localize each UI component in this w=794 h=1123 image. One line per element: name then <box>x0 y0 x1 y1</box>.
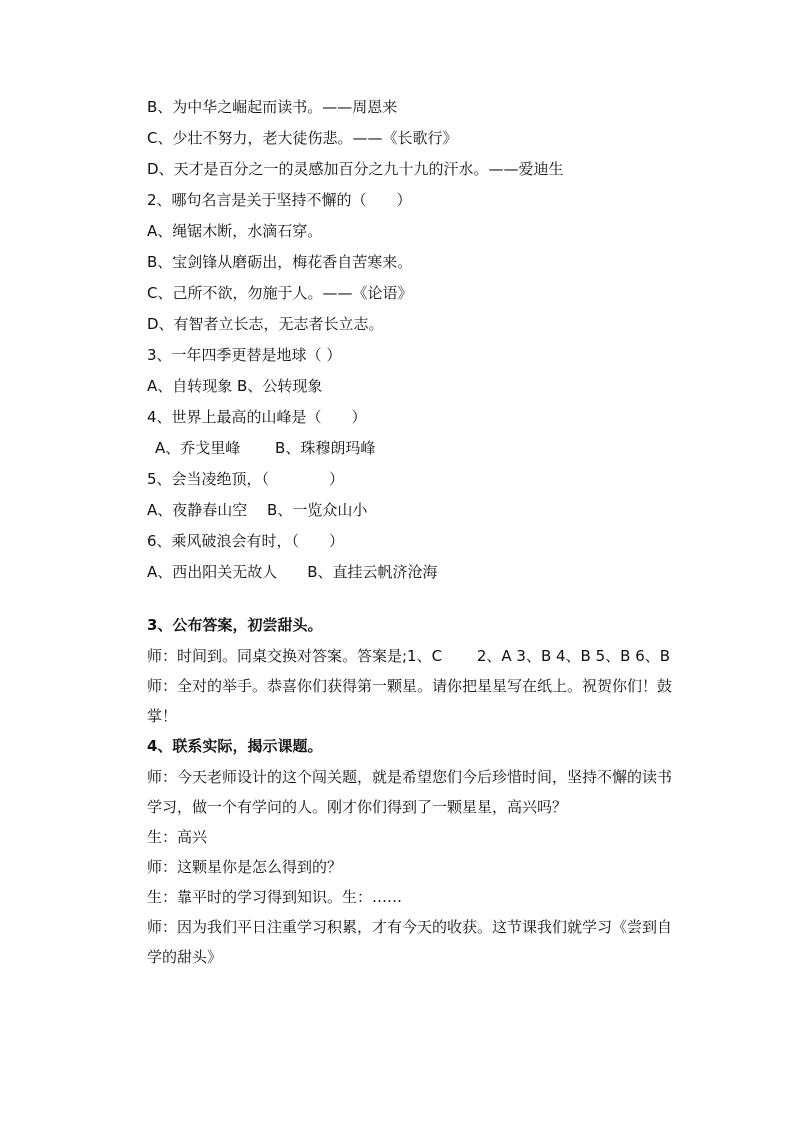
option-line: A、西出阳关无故人 B、直挂云帆济沧海 <box>147 563 438 581</box>
option-line: C、己所不欲，勿施于人。——《论语》 <box>147 284 413 302</box>
paragraph: 师：时间到。同桌交换对答案。答案是;1、C 2、A 3、B 4、B 5、B 6、B <box>147 647 671 665</box>
option-line: C、少壮不努力，老大徒伤悲。——《长歌行》 <box>147 129 458 147</box>
paragraph: 生：高兴 <box>147 828 208 846</box>
section-spacer <box>147 588 682 610</box>
option-line: D、有智者立长志，无志者长立志。 <box>147 315 384 333</box>
question-line: 2、哪句名言是关于坚持不懈的（ ） <box>147 191 412 209</box>
paragraph: 生：靠平时的学习得到知识。生：…… <box>147 888 403 906</box>
question-line: 3、一年四季更替是地球（ ） <box>147 346 342 364</box>
option-line: A、自转现象 B、公转现象 <box>147 377 323 395</box>
section-heading: 4、联系实际，揭示课题。 <box>147 737 323 755</box>
paragraph: 师：今天老师设计的这个闯关题，就是希望您们今后珍惜时间，坚持不懈的读书学习，做一个有学问的人。刚才你们得到了一颗星星，高兴吗？ <box>147 768 673 816</box>
page-content <box>147 92 682 972</box>
option-line: B、宝剑锋从磨砺出，梅花香自苦寒来。 <box>147 253 413 271</box>
option-line: A、夜静春山空 B、一览众山小 <box>147 501 368 519</box>
option-line: B、为中华之崛起而读书。——周恩来 <box>147 98 398 116</box>
paragraph: 师：因为我们平日注重学习积累，才有今天的收获。这节课我们就学习《尝到自学的甜头》 <box>147 918 673 966</box>
paragraph: 师：全对的举手。恭喜你们获得第一颗星。请你把星星写在纸上。祝贺你们！鼓掌！ <box>147 677 673 725</box>
question-line: 6、乘风破浪会有时，（ ） <box>147 532 345 550</box>
option-line: A、乔戈里峰 B、珠穆朗玛峰 <box>155 439 376 457</box>
question-line: 5、会当凌绝顶，（ ） <box>147 470 345 488</box>
paragraph: 师：这颗星你是怎么得到的？ <box>147 858 343 876</box>
question-line: 4、世界上最高的山峰是（ ） <box>147 408 367 426</box>
option-line: A、绳锯木断，水滴石穿。 <box>147 222 323 240</box>
option-line: D、天才是百分之一的灵感加百分之九十九的汗水。——爱迪生 <box>147 160 564 178</box>
section-heading: 3、公布答案，初尝甜头。 <box>147 616 323 634</box>
